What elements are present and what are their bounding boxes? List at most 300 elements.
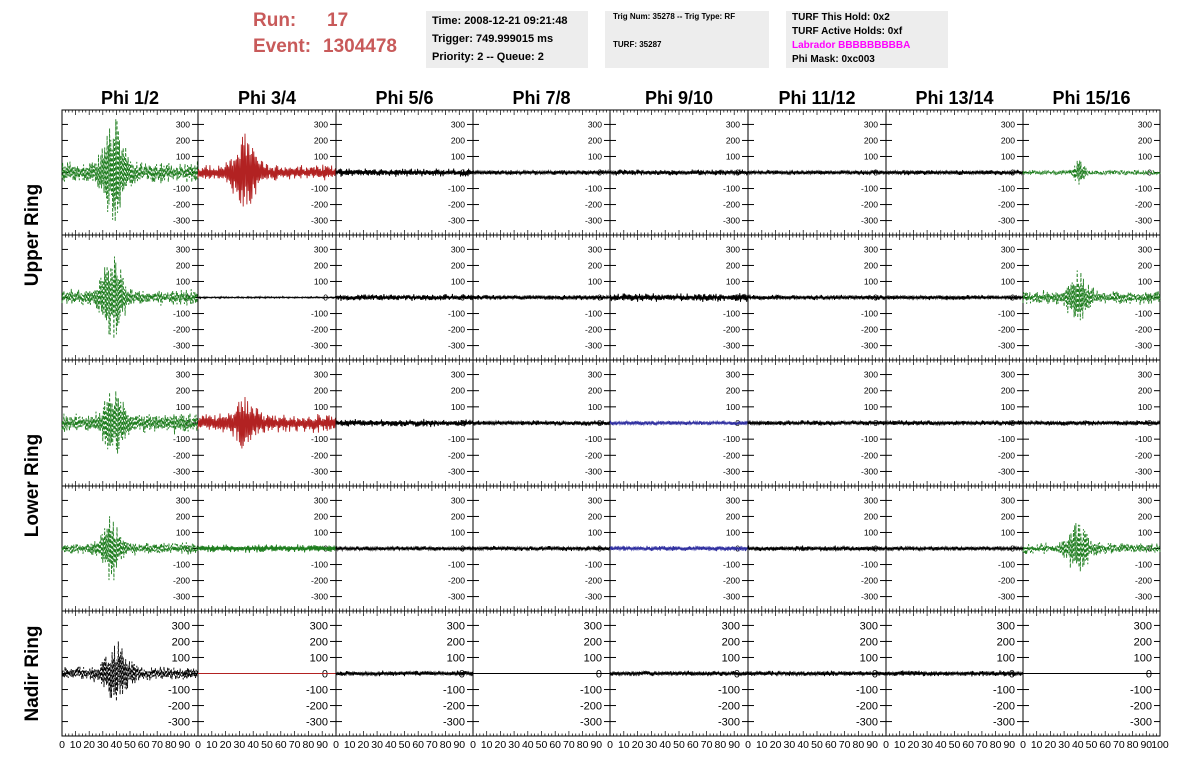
panel-r5-c1 xyxy=(62,611,198,736)
y-tick-label: 200 xyxy=(446,636,465,649)
y-tick-label: -200 xyxy=(722,199,740,210)
y-tick-label: 100 xyxy=(175,527,190,538)
waveform-line xyxy=(748,295,886,301)
x-tick-label: 90 xyxy=(316,739,329,751)
y-tick-label: -100 xyxy=(722,559,740,570)
y-tick-label: 100 xyxy=(1137,527,1152,538)
y-tick-label: -300 xyxy=(310,591,328,602)
y-tick-label: -200 xyxy=(310,324,328,335)
x-tick-label: 80 xyxy=(1126,739,1139,751)
y-tick-label: 100 xyxy=(859,652,878,665)
y-tick-label: -100 xyxy=(584,434,602,445)
y-tick-label: -300 xyxy=(1134,340,1152,351)
panel-r5-c3 xyxy=(336,611,473,736)
y-tick-label: -100 xyxy=(172,434,190,445)
y-tick-label: 100 xyxy=(583,652,602,665)
y-tick-label: -200 xyxy=(584,324,602,335)
y-tick-label: -300 xyxy=(997,215,1015,226)
y-tick-label: -100 xyxy=(172,559,190,570)
y-tick-label: 0 xyxy=(458,668,465,681)
x-tick-label: 80 xyxy=(164,739,177,751)
y-tick-label: 100 xyxy=(175,276,190,287)
panel-r5-c6 xyxy=(748,611,886,736)
y-tick-label: -200 xyxy=(1134,575,1152,586)
y-tick-label: 300 xyxy=(313,369,328,380)
panel-r2-c8 xyxy=(1023,235,1160,360)
panel-r4-c2 xyxy=(198,486,336,611)
y-tick-label: 300 xyxy=(1137,495,1152,506)
y-tick-label: 0 xyxy=(323,167,328,178)
y-tick-label: -100 xyxy=(997,559,1015,570)
x-tick-label: 20 xyxy=(357,739,370,751)
x-tick-label: 30 xyxy=(96,739,109,751)
panel-r2-c2 xyxy=(198,235,336,360)
column-header: Phi 5/6 xyxy=(375,88,434,108)
y-tick-label: 100 xyxy=(725,276,740,287)
run-label: Run: xyxy=(253,10,297,31)
column-header: Phi 7/8 xyxy=(512,88,571,108)
x-tick-label: 20 xyxy=(494,739,507,751)
y-tick-label: 300 xyxy=(996,620,1015,633)
y-tick-label: -300 xyxy=(172,340,190,351)
x-tick-label: 10 xyxy=(205,739,218,751)
x-tick-label: 40 xyxy=(521,739,534,751)
y-tick-label: 300 xyxy=(450,119,465,130)
x-tick-label: 0 xyxy=(607,739,613,751)
y-tick-label: 300 xyxy=(313,244,328,255)
x-tick-label: 20 xyxy=(219,739,232,751)
y-tick-label: -100 xyxy=(717,684,740,697)
time-text: Time: 2008-12-21 09:21:48 xyxy=(432,15,568,27)
y-tick-label: 0 xyxy=(735,292,740,303)
y-tick-label: 200 xyxy=(863,260,878,271)
y-tick-label: 0 xyxy=(185,167,190,178)
y-tick-label: 200 xyxy=(583,636,602,649)
panel-r4-c8 xyxy=(1023,486,1160,611)
y-tick-label: 200 xyxy=(725,260,740,271)
x-tick-label: 50 xyxy=(261,739,273,751)
panel-r5-c2 xyxy=(198,611,336,736)
waveform-line xyxy=(62,516,198,580)
y-tick-label: 200 xyxy=(1000,135,1015,146)
y-tick-label: 100 xyxy=(863,276,878,287)
y-tick-label: 100 xyxy=(587,276,602,287)
y-tick-label: 200 xyxy=(450,385,465,396)
waveform-line xyxy=(886,170,1023,175)
panel-r1-c8 xyxy=(1023,110,1160,235)
column-header: Phi 13/14 xyxy=(915,88,994,108)
y-tick-label: -300 xyxy=(722,466,740,477)
y-tick-label: -100 xyxy=(310,559,328,570)
y-tick-label: 0 xyxy=(183,668,190,681)
y-tick-label: -100 xyxy=(997,308,1015,319)
y-tick-label: 100 xyxy=(450,527,465,538)
column-header: Phi 3/4 xyxy=(237,88,297,108)
y-tick-label: -100 xyxy=(584,559,602,570)
y-tick-label: 0 xyxy=(735,167,740,178)
y-tick-label: 300 xyxy=(863,495,878,506)
y-tick-label: -100 xyxy=(1134,308,1152,319)
y-tick-label: 200 xyxy=(721,636,740,649)
x-tick-label: 90 xyxy=(453,739,466,751)
y-tick-label: 100 xyxy=(863,527,878,538)
y-tick-label: 0 xyxy=(460,417,465,428)
y-tick-label: -100 xyxy=(722,434,740,445)
panel-r3-c2 xyxy=(198,360,336,486)
waveform-line xyxy=(198,297,336,299)
y-tick-label: 200 xyxy=(313,260,328,271)
y-tick-label: 0 xyxy=(1008,668,1015,681)
panel-r2-c6 xyxy=(748,235,886,360)
y-tick-label: -100 xyxy=(860,308,878,319)
panel-r3-c3 xyxy=(336,360,473,486)
y-tick-label: 200 xyxy=(1137,511,1152,522)
y-tick-label: -200 xyxy=(1134,450,1152,461)
panel-r5-c8 xyxy=(1023,611,1160,736)
y-tick-label: 0 xyxy=(735,543,740,554)
y-tick-label: -200 xyxy=(172,575,190,586)
x-tick-label: 20 xyxy=(1044,739,1057,751)
y-tick-label: 100 xyxy=(1137,276,1152,287)
x-tick-label: 30 xyxy=(1058,739,1070,751)
y-tick-label: 100 xyxy=(1000,401,1015,412)
y-tick-label: -200 xyxy=(860,324,878,335)
x-tick-label: 70 xyxy=(288,739,301,751)
y-tick-label: 0 xyxy=(323,543,328,554)
waveform-line xyxy=(473,295,610,300)
y-tick-label: 200 xyxy=(175,385,190,396)
y-tick-label: 200 xyxy=(1137,135,1152,146)
y-tick-label: 200 xyxy=(175,260,190,271)
x-tick-label: 30 xyxy=(645,739,658,751)
y-tick-label: 100 xyxy=(1137,401,1152,412)
x-tick-label: 0 xyxy=(59,739,65,751)
y-tick-label: -100 xyxy=(992,684,1015,697)
y-tick-label: 100 xyxy=(863,151,878,162)
y-tick-label: 200 xyxy=(587,511,602,522)
waveform-line xyxy=(473,170,610,175)
y-tick-label: -100 xyxy=(584,183,602,194)
y-tick-label: 300 xyxy=(725,495,740,506)
y-tick-label: 100 xyxy=(1000,527,1015,538)
y-tick-label: 200 xyxy=(996,636,1015,649)
y-tick-label: -200 xyxy=(305,700,328,713)
x-tick-label: 70 xyxy=(426,739,438,751)
y-tick-label: -200 xyxy=(997,575,1015,586)
panel-r1-c1 xyxy=(62,110,198,235)
y-tick-label: -300 xyxy=(997,591,1015,602)
y-tick-label: 300 xyxy=(1137,119,1152,130)
x-tick-label: 60 xyxy=(962,739,975,751)
y-tick-label: 300 xyxy=(1000,495,1015,506)
panel-r1-c5 xyxy=(610,110,748,235)
panel-r4-c4 xyxy=(473,486,610,611)
x-tick-label: 90 xyxy=(1003,739,1016,751)
y-tick-label: 200 xyxy=(175,511,190,522)
waveform-line xyxy=(336,671,473,677)
y-tick-label: 0 xyxy=(460,292,465,303)
x-tick-label: 30 xyxy=(371,739,383,751)
y-tick-label: 300 xyxy=(863,244,878,255)
y-tick-label: 300 xyxy=(587,119,602,130)
y-tick-label: 300 xyxy=(450,244,465,255)
y-tick-label: -200 xyxy=(855,700,878,713)
y-tick-label: 0 xyxy=(185,417,190,428)
y-tick-label: -200 xyxy=(860,199,878,210)
y-tick-label: -300 xyxy=(855,716,878,729)
waveform-line xyxy=(748,671,886,677)
y-tick-label: 100 xyxy=(725,151,740,162)
y-tick-label: -100 xyxy=(722,183,740,194)
waveform-line xyxy=(336,419,473,427)
x-tick-label: 30 xyxy=(233,739,246,751)
panel-r4-c6 xyxy=(748,486,886,611)
y-tick-label: -100 xyxy=(860,434,878,445)
y-tick-label: 100 xyxy=(313,276,328,287)
x-tick-label: 10 xyxy=(1030,739,1043,751)
y-tick-label: 300 xyxy=(863,369,878,380)
x-tick-label: 60 xyxy=(137,739,150,751)
x-tick-label: 60 xyxy=(549,739,562,751)
x-tick-label: 10 xyxy=(343,739,356,751)
y-tick-label: 300 xyxy=(309,620,328,633)
trig-num-text: Trig Num: 35278 -- Trig Type: RF xyxy=(613,12,736,21)
y-tick-label: -300 xyxy=(722,340,740,351)
waveform-line xyxy=(886,295,1023,300)
y-tick-label: -200 xyxy=(447,324,465,335)
waveform-line xyxy=(62,391,198,454)
y-tick-label: 0 xyxy=(597,167,602,178)
waveform-line xyxy=(610,671,748,677)
y-tick-label: 300 xyxy=(1137,369,1152,380)
y-tick-label: 100 xyxy=(446,652,465,665)
y-tick-label: 0 xyxy=(460,167,465,178)
y-tick-label: 200 xyxy=(313,511,328,522)
panel-r3-c8 xyxy=(1023,360,1160,486)
y-tick-label: -300 xyxy=(584,215,602,226)
y-tick-label: -200 xyxy=(1134,324,1152,335)
y-tick-label: 300 xyxy=(583,620,602,633)
x-tick-label: 20 xyxy=(907,739,920,751)
y-tick-label: -300 xyxy=(1129,716,1152,729)
panel-r1-c7 xyxy=(886,110,1023,235)
y-tick-label: -200 xyxy=(860,575,878,586)
x-tick-label: 20 xyxy=(631,739,644,751)
y-tick-label: -300 xyxy=(172,591,190,602)
y-tick-label: -200 xyxy=(172,199,190,210)
x-tick-label: 50 xyxy=(948,739,961,751)
x-tick-label: 30 xyxy=(921,739,933,751)
waveform-line xyxy=(473,546,610,551)
y-tick-label: -200 xyxy=(447,575,465,586)
y-tick-label: 300 xyxy=(175,495,190,506)
y-tick-label: 300 xyxy=(175,369,190,380)
x-tick-label: 70 xyxy=(1113,739,1125,751)
x-tick-label: 90 xyxy=(728,739,741,751)
panel-r4-c3 xyxy=(336,486,473,611)
waveform-line xyxy=(610,546,748,551)
x-tick-label: 90 xyxy=(866,739,879,751)
y-tick-label: 0 xyxy=(1010,292,1015,303)
y-tick-label: 100 xyxy=(1137,151,1152,162)
y-tick-label: 200 xyxy=(1133,636,1152,649)
y-tick-label: 300 xyxy=(450,495,465,506)
y-tick-label: -100 xyxy=(1134,183,1152,194)
y-tick-label: -300 xyxy=(722,591,740,602)
x-tick-label: 30 xyxy=(783,739,796,751)
waveform-line xyxy=(473,417,610,428)
y-tick-label: 300 xyxy=(725,369,740,380)
x-tick-label: 10 xyxy=(617,739,630,751)
y-tick-label: -200 xyxy=(997,324,1015,335)
y-tick-label: 300 xyxy=(725,119,740,130)
turf-active-holds-text: TURF Active Holds: 0xf xyxy=(792,26,903,37)
x-tick-label: 80 xyxy=(439,739,452,751)
y-tick-label: -300 xyxy=(172,466,190,477)
y-tick-label: 0 xyxy=(1010,417,1015,428)
x-tick-label: 0 xyxy=(195,739,201,751)
y-tick-label: 0 xyxy=(735,417,740,428)
x-tick-label: 40 xyxy=(110,739,123,751)
phi-mask-text: Phi Mask: 0xc003 xyxy=(792,54,875,65)
y-tick-label: 200 xyxy=(587,135,602,146)
y-tick-label: 0 xyxy=(1147,543,1152,554)
y-tick-label: 300 xyxy=(725,244,740,255)
waveform-line xyxy=(748,420,886,425)
x-tick-label: 50 xyxy=(811,739,823,751)
y-tick-label: 0 xyxy=(1147,292,1152,303)
y-tick-label: -100 xyxy=(447,434,465,445)
y-tick-label: 100 xyxy=(171,652,190,665)
y-tick-label: 200 xyxy=(863,135,878,146)
y-tick-label: 200 xyxy=(309,636,328,649)
y-tick-label: 200 xyxy=(725,385,740,396)
y-tick-label: 0 xyxy=(185,292,190,303)
ring-label: Lower Ring xyxy=(22,433,43,538)
y-tick-label: 0 xyxy=(323,292,328,303)
y-tick-label: -300 xyxy=(447,466,465,477)
y-tick-label: -300 xyxy=(584,466,602,477)
x-tick-label: 90 xyxy=(590,739,603,751)
panel-r4-c7 xyxy=(886,486,1023,611)
y-tick-label: 0 xyxy=(873,167,878,178)
y-tick-label: 200 xyxy=(863,385,878,396)
x-tick-label: 0 xyxy=(1020,739,1026,751)
panel-r2-c1 xyxy=(62,235,198,360)
panel-r5-c5 xyxy=(610,611,748,736)
y-tick-label: 100 xyxy=(587,401,602,412)
y-tick-label: -200 xyxy=(722,324,740,335)
y-tick-label: -300 xyxy=(310,215,328,226)
y-tick-label: -100 xyxy=(997,434,1015,445)
y-tick-label: -100 xyxy=(860,183,878,194)
y-tick-label: 0 xyxy=(597,543,602,554)
y-tick-label: -300 xyxy=(1134,466,1152,477)
x-tick-label: 30 xyxy=(508,739,520,751)
y-tick-label: -200 xyxy=(172,324,190,335)
run-value: 17 xyxy=(327,10,349,31)
y-tick-label: 0 xyxy=(1145,668,1152,681)
y-tick-label: 300 xyxy=(863,119,878,130)
y-tick-label: 100 xyxy=(725,527,740,538)
y-tick-label: 300 xyxy=(171,620,190,633)
y-tick-label: 0 xyxy=(185,543,190,554)
y-tick-label: -100 xyxy=(310,183,328,194)
y-tick-label: -200 xyxy=(310,575,328,586)
y-tick-label: 100 xyxy=(587,527,602,538)
y-tick-label: 0 xyxy=(1010,167,1015,178)
y-tick-label: -200 xyxy=(172,450,190,461)
y-tick-label: 0 xyxy=(871,668,878,681)
x-tick-label: 10 xyxy=(69,739,82,751)
panel-r1-c3 xyxy=(336,110,473,235)
y-tick-label: 200 xyxy=(587,385,602,396)
panel-r5-c4 xyxy=(473,611,610,736)
y-tick-label: 200 xyxy=(450,511,465,522)
panel-r2-c5 xyxy=(610,235,748,360)
x-tick-label: 40 xyxy=(384,739,397,751)
event-value: 1304478 xyxy=(323,36,397,57)
trigger-text: Trigger: 749.999015 ms xyxy=(432,33,554,45)
y-tick-label: 0 xyxy=(873,543,878,554)
y-tick-label: -100 xyxy=(584,308,602,319)
y-tick-label: -300 xyxy=(1134,215,1152,226)
waveform-line xyxy=(748,170,886,175)
y-tick-label: -300 xyxy=(447,591,465,602)
x-tick-label: 40 xyxy=(797,739,810,751)
y-tick-label: -100 xyxy=(1134,434,1152,445)
y-tick-label: 100 xyxy=(313,401,328,412)
x-tick-label: 60 xyxy=(824,739,837,751)
x-tick-label: 20 xyxy=(769,739,782,751)
y-tick-label: -200 xyxy=(1134,199,1152,210)
y-tick-label: 100 xyxy=(587,151,602,162)
panel-r4-c5 xyxy=(610,486,748,611)
y-tick-label: 0 xyxy=(873,292,878,303)
waveform-line xyxy=(198,544,336,552)
labrador-text: Labrador BBBBBBBBBA xyxy=(792,40,911,51)
panel-r3-c4 xyxy=(473,360,610,486)
y-tick-label: -200 xyxy=(717,700,740,713)
column-header: Phi 9/10 xyxy=(644,88,714,108)
y-tick-label: 0 xyxy=(321,668,328,681)
x-tick-label: 80 xyxy=(576,739,589,751)
x-tick-label: 40 xyxy=(659,739,672,751)
turf-text: TURF: 35287 xyxy=(613,40,662,49)
ring-label: Upper Ring xyxy=(22,183,43,287)
event-label: Event: xyxy=(253,36,312,57)
y-tick-label: 200 xyxy=(1000,511,1015,522)
x-tick-label: 10 xyxy=(755,739,768,751)
y-tick-label: -300 xyxy=(997,466,1015,477)
waveform-line xyxy=(336,169,473,177)
y-tick-label: -300 xyxy=(860,591,878,602)
y-tick-label: -100 xyxy=(1134,559,1152,570)
y-tick-label: 200 xyxy=(587,260,602,271)
y-tick-label: -300 xyxy=(305,716,328,729)
y-tick-label: -100 xyxy=(305,684,328,697)
y-tick-label: 200 xyxy=(859,636,878,649)
column-header: Phi 1/2 xyxy=(100,88,160,108)
y-tick-label: 100 xyxy=(175,151,190,162)
y-tick-label: -200 xyxy=(722,450,740,461)
y-tick-label: -300 xyxy=(860,340,878,351)
column-header: Phi 15/16 xyxy=(1052,88,1131,108)
y-tick-label: 100 xyxy=(313,527,328,538)
y-tick-label: -200 xyxy=(992,700,1015,713)
y-tick-label: 200 xyxy=(313,135,328,146)
y-tick-label: 300 xyxy=(587,369,602,380)
